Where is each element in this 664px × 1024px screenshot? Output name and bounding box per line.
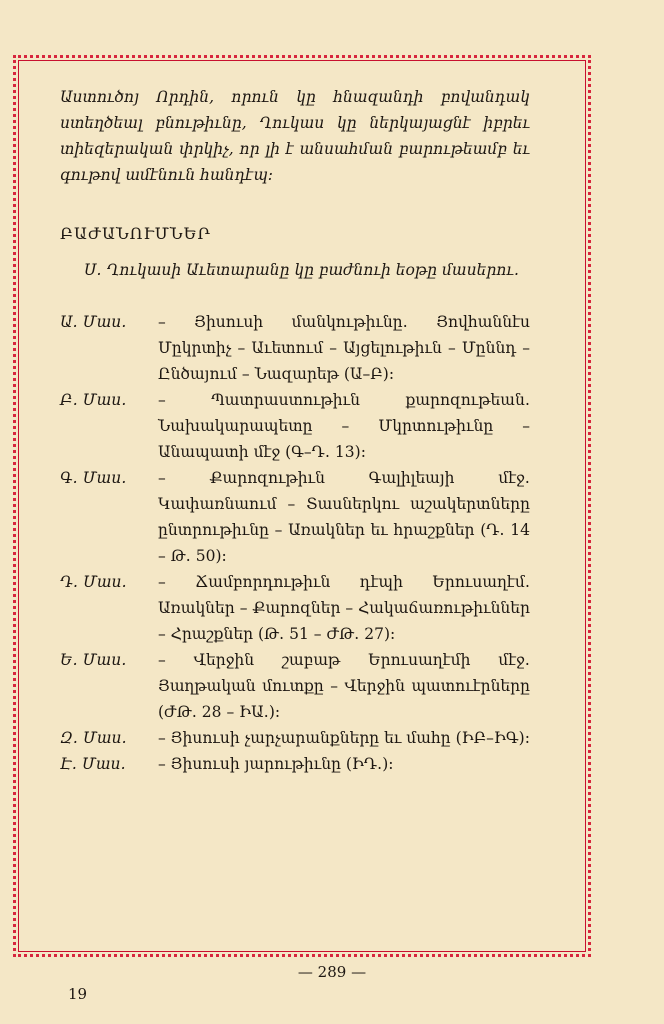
item-label: Գ․ Մաս․: [60, 469, 127, 487]
section-heading: ԲԱԺԱՆՈՒՄՆԵՐ: [60, 224, 211, 243]
item-text: – Յիսուսի յարութիւնը (ԻԴ․)։: [158, 755, 394, 773]
item-text: – Յիսուսի չարչարանքները եւ մահը (ԻԲ–ԻԳ)։: [158, 729, 530, 747]
item-label: Բ․ Մաս․: [60, 391, 127, 409]
list-item: [60, 309, 530, 387]
list-item: [60, 387, 530, 465]
page-number: — 289 —: [297, 963, 367, 981]
list-item: [60, 725, 530, 751]
item-label: Է․ Մաս․: [60, 755, 126, 773]
item-text: – Յիսուսի մանկութիւնը․ Յովհաննէս Մըկրտիչ – Աւետում – Այցելութիւն – Մըննդ – Ընծայում – Նազարեթ (Ա–Բ)։: [158, 313, 530, 383]
list-item: [60, 751, 530, 777]
list-item: [60, 569, 530, 647]
item-label: Զ․ Մաս․: [60, 729, 127, 747]
list-item: [60, 647, 530, 725]
signature-mark: 19: [68, 985, 88, 1003]
item-text: – Վերջին շաբաթ Երուսաղէմի մէջ․ Յաղթական մուտքը – Վերջին պատուէրները (ԺԹ․ 28 – ԻԱ․)։: [158, 651, 530, 721]
item-text: – Ճամբորդութիւն դէպի Երուսաղէմ․ Առակներ – Քարոզներ – Հակաճառութիւններ – Հրաշքներ (Թ․ 51 – ԺԹ․ 27)։: [158, 573, 530, 643]
page-content: [60, 84, 530, 777]
list-item: [60, 465, 530, 569]
intro-paragraph: Աստուծոյ Որդին, որուն կը հնազանդի բովանդակ ստեղծեալ բնութիւնը, Ղուկաս կը ներկայացնէ իբրեւ տիեզերական փրկիչ, որ լի է անսահման բարութեամբ եւ գութով ամէնուն հանդէպ։: [60, 88, 530, 184]
item-label: Դ․ Մաս․: [60, 573, 127, 591]
item-label: Ա․ Մաս․: [60, 313, 127, 331]
subintro-paragraph: Ս․ Ղուկասի Աւետարանը կը բաժնուի եօթը մասերու․: [84, 261, 520, 279]
item-text: – Պատրաստութիւն քարոզութեան․ Նախակարապետը – Մկրտութիւնը – Անապատի մէջ (Գ–Դ․ 13)։: [158, 391, 530, 461]
item-label: Ե․ Մաս․: [60, 651, 127, 669]
sections-list: [60, 309, 530, 777]
item-text: – Քարոզութիւն Գալիլեայի մէջ․ Կափառնաում – Տասներկու աշակերտները ընտրութիւնը – Առակներ եւ հրաշքներ (Դ․ 14 – Թ․ 50)։: [158, 469, 530, 565]
